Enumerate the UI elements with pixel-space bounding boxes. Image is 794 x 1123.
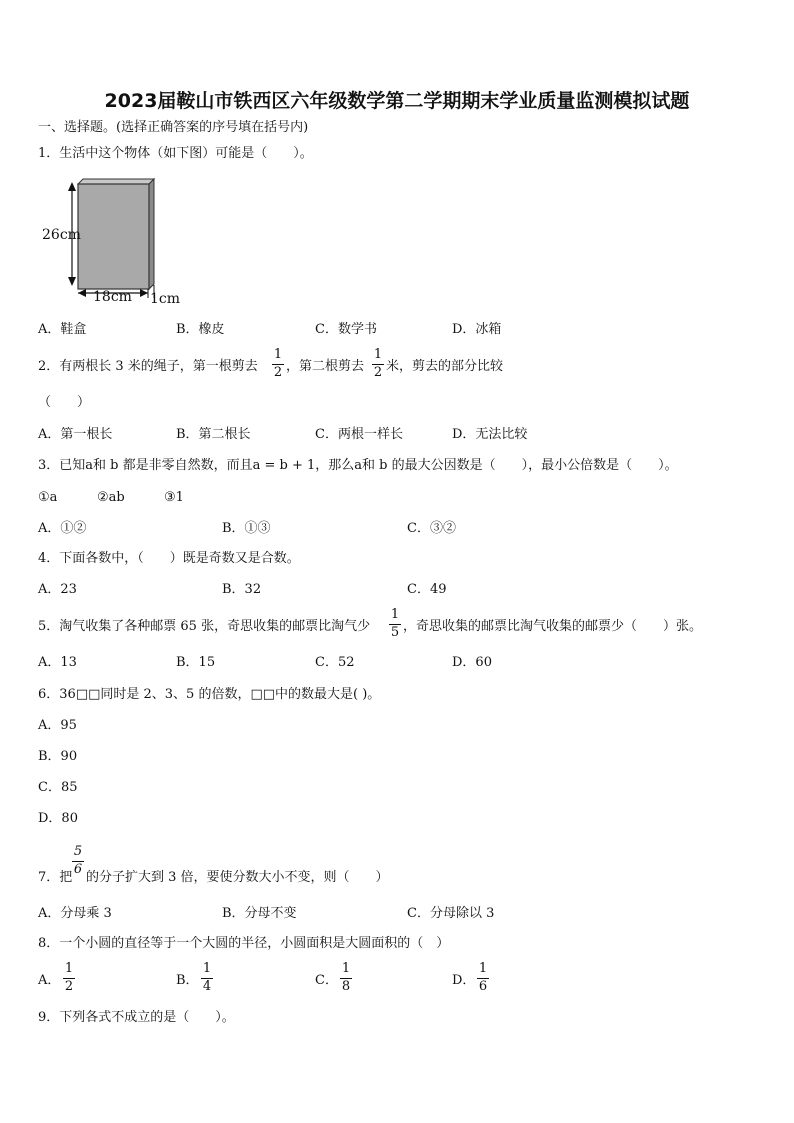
q7-option-c: C．分母除以 3 (407, 906, 495, 921)
question-7-part2: 的分子扩大到 3 倍，要使分数大小不变，则（ ） (86, 870, 389, 885)
q7-fraction: 5 6 (73, 844, 83, 877)
q7-option-a: A．分母乘 3 (38, 906, 112, 921)
q5-fraction: 1 5 (390, 607, 400, 640)
q3-option-c: C．③② (407, 521, 456, 536)
q1-option-c: C．数学书 (315, 322, 377, 337)
q3-option-b: B．①③ (222, 521, 271, 536)
q5-option-a: A．13 (38, 655, 77, 670)
section-heading: 一、选择题。(选择正确答案的序号填在括号内) (38, 120, 309, 135)
q1-option-a: A．鞋盒 (38, 322, 87, 337)
q5-option-b: B．15 (176, 655, 216, 670)
q6-option-c: C．85 (38, 780, 78, 795)
q8-option-d-fraction: 1 6 (478, 961, 488, 994)
q8-option-c-label: C． (315, 973, 338, 988)
q8-option-a-fraction: 1 2 (64, 961, 74, 994)
page-title: 2023届鞍山市铁西区六年级数学第二学期期末学业质量监测模拟试题 (104, 90, 690, 112)
question-3: 3．已知a和 b 都是非零自然数，而且a = b + 1，那么a和 b 的最大公因数是（ ），最小公倍数是（ ）。 (38, 458, 678, 473)
depth-label: 1cm (150, 291, 181, 307)
q2-answer-blank: （ ） (38, 395, 91, 410)
q3-choice-2: ②ab (97, 490, 125, 505)
q8-option-b-label: B． (176, 973, 199, 988)
q1-option-d: D．冰箱 (452, 322, 502, 337)
height-label: 26cm (42, 227, 81, 243)
q5-option-d: D．60 (452, 655, 492, 670)
q2-option-c: C．两根一样长 (315, 427, 403, 442)
question-5-part2: ，奇思收集的邮票比淘气收集的邮票少（ ）张。 (403, 619, 703, 634)
question-7-part1: 7．把 (38, 870, 73, 885)
q4-option-c: C．49 (407, 582, 447, 597)
q7-option-b: B．分母不变 (222, 906, 297, 921)
q4-option-b: B．32 (222, 582, 262, 597)
q6-option-d: D．80 (38, 811, 78, 826)
q3-option-a: A．①② (38, 521, 87, 536)
question-5-part1: 5．淘气收集了各种邮票 65 张，奇思收集的邮票比淘气少 (38, 619, 371, 634)
q6-option-a: A．95 (38, 718, 77, 733)
question-8: 8．一个小圆的直径等于一个大圆的半径，小圆面积是大圆面积的（ ） (38, 936, 450, 951)
question-1: 1．生活中这个物体（如下图）可能是（ ）。 (38, 146, 313, 161)
q2-fraction-2: 1 2 (373, 347, 383, 380)
q2-option-b: B．第二根长 (176, 427, 251, 442)
q2-fraction-1: 1 2 (273, 347, 283, 380)
question-4: 4．下面各数中，（ ）既是奇数又是合数。 (38, 551, 300, 566)
q3-choice-1: ①a (38, 490, 58, 505)
q2-option-a: A．第一根长 (38, 427, 113, 442)
question-2-part2: ，第二根剪去 (286, 359, 365, 374)
question-2-part1: 2．有两根长 3 米的绳子，第一根剪去 (38, 359, 258, 374)
question-2-part3: 米，剪去的部分比较 (386, 359, 504, 374)
q3-choice-3: ③1 (164, 490, 184, 505)
question-9: 9．下列各式不成立的是（ ）。 (38, 1010, 235, 1025)
question-6: 6．36□□同时是 2、3、5 的倍数，□□中的数最大是( )。 (38, 687, 381, 702)
q6-option-b: B．90 (38, 749, 78, 764)
q5-option-c: C．52 (315, 655, 355, 670)
q8-option-c-fraction: 1 8 (341, 961, 351, 994)
width-label: 18cm (93, 289, 132, 305)
q2-option-d: D．无法比较 (452, 427, 528, 442)
q8-option-a-label: A． (38, 973, 61, 988)
q8-option-d-label: D． (452, 973, 476, 988)
q1-option-b: B．橡皮 (176, 322, 225, 337)
q4-option-a: A．23 (38, 582, 77, 597)
q8-option-b-fraction: 1 4 (202, 961, 212, 994)
